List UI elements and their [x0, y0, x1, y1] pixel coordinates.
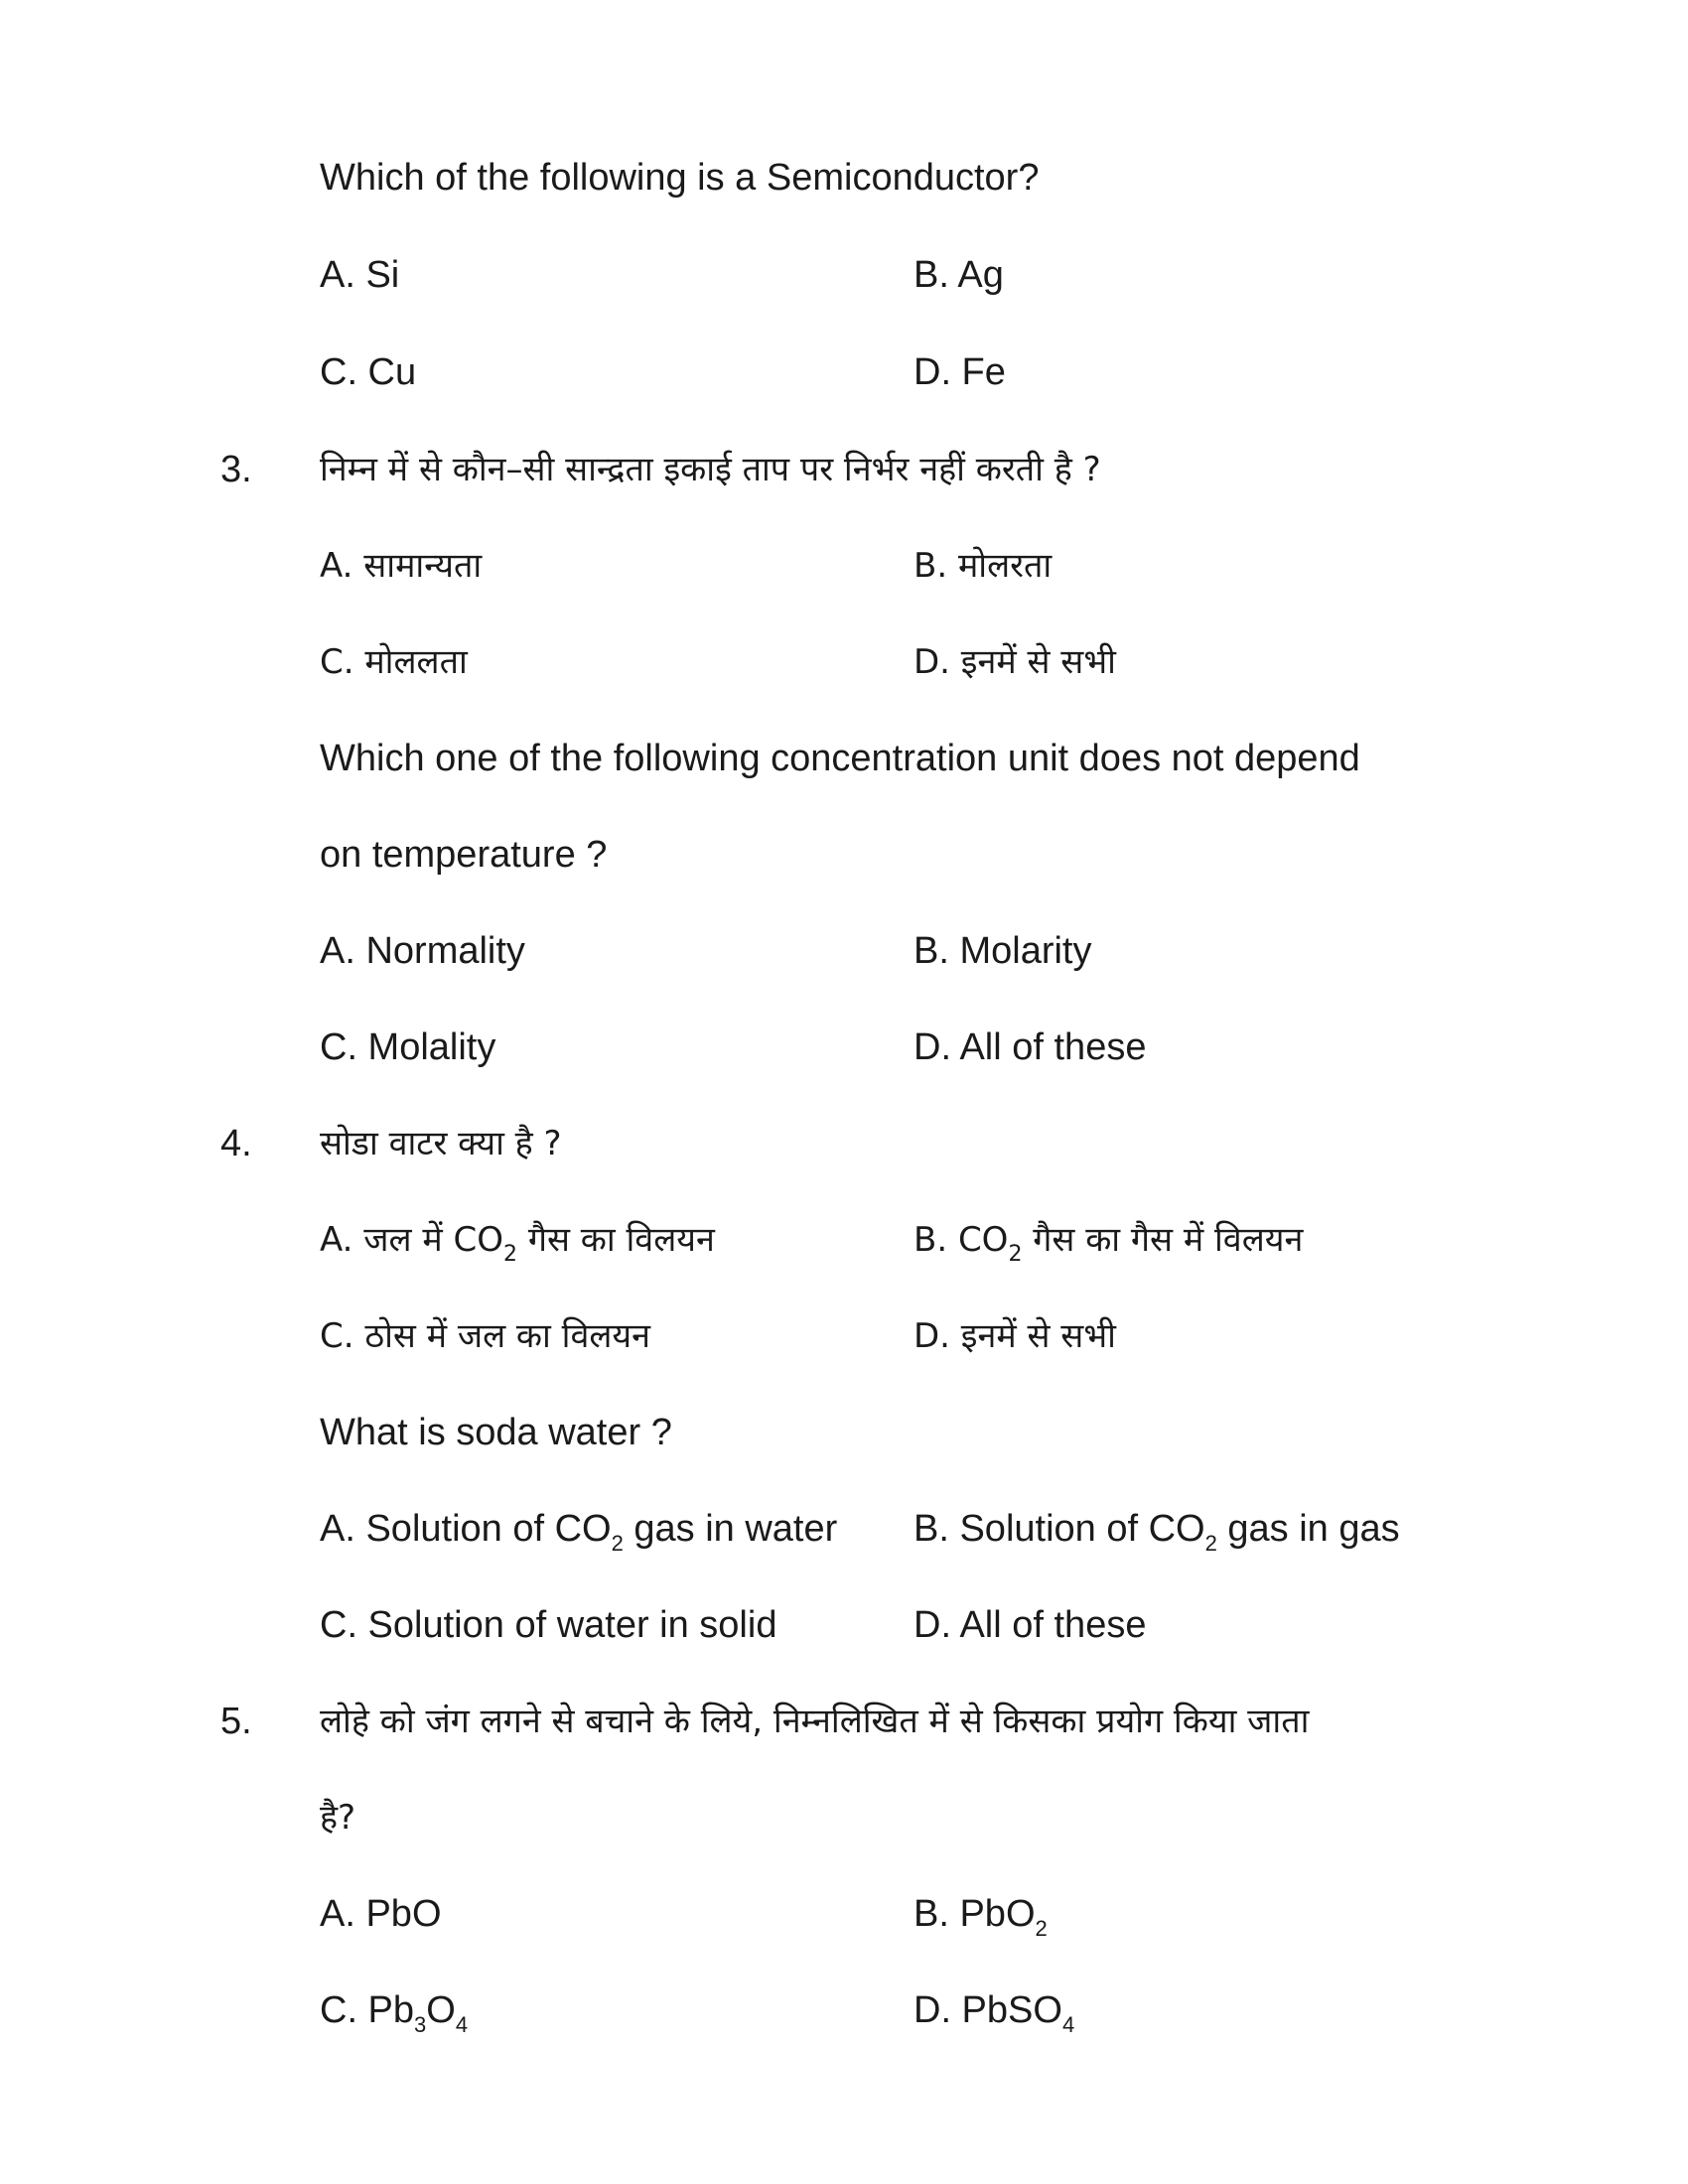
q5-option-c: C. $Pb_3O_4$	[320, 1989, 469, 2037]
q2-option-d: D. Fe	[914, 351, 1006, 393]
q4-option-c-hi: C. ठोस में जल का विलयन	[320, 1316, 651, 1356]
q3-number: 3.	[220, 449, 252, 490]
q3-option-d-hi: D. इनमें से सभी	[914, 642, 1116, 682]
q3-question-hi: निम्न में से कौन–सी सान्द्रता इकाई ताप पर निर्भर नहीं करती है ?	[320, 450, 1101, 489]
q4-option-d-en: D. All of these	[914, 1604, 1147, 1646]
q4-option-d-hi: D. इनमें से सभी	[914, 1316, 1116, 1356]
q2-option-c: C. Cu	[320, 351, 417, 393]
q5-option-a: A. PbO	[320, 1893, 442, 1935]
q2-question-en: Which of the following is a Semiconductor?	[320, 157, 1040, 199]
q5-number: 5.	[220, 1701, 252, 1742]
q2-option-a: A. Si	[320, 254, 400, 296]
q5-question-hi-line2: है?	[320, 1798, 356, 1838]
q2-option-b: B. Ag	[914, 254, 1004, 296]
q3-option-b-en: B. Molarity	[914, 930, 1092, 972]
q5-option-d: D. PbSO$_4$	[914, 1989, 1075, 2037]
q5-question-hi-line1: लोहे को जंग लगने से बचाने के लिये, निम्नलिखित में से किसका प्रयोग किया जाता	[320, 1702, 1310, 1741]
q3-option-a-en: A. Normality	[320, 930, 525, 972]
q3-question-en-line2: on temperature ?	[320, 834, 608, 876]
q3-option-c-hi: C. मोललता	[320, 642, 468, 682]
q4-option-a-hi: A. जल में $CO_2$ गैस का विलयन	[320, 1220, 715, 1267]
q5-option-b: B. PbO$_2$	[914, 1893, 1048, 1941]
q4-number: 4.	[220, 1123, 252, 1164]
q4-question-en: What is soda water ?	[320, 1412, 672, 1453]
q3-option-c-en: C. Molality	[320, 1026, 496, 1068]
q3-option-d-en: D. All of these	[914, 1026, 1147, 1068]
q4-option-b-hi: B. $CO_2$ गैस का गैस में विलयन	[914, 1220, 1304, 1267]
q4-option-a-en: A. Solution of $CO_2$ gas in water	[320, 1508, 838, 1556]
q4-option-c-en: C. Solution of water in solid	[320, 1604, 777, 1646]
q3-option-a-hi: A. सामान्यता	[320, 546, 483, 586]
q4-question-hi: सोडा वाटर क्या है ?	[320, 1124, 562, 1163]
q3-question-en-line1: Which one of the following concentration unit does not depend	[320, 738, 1360, 779]
q3-option-b-hi: B. मोलरता	[914, 546, 1053, 586]
q4-option-b-en: B. Solution of $CO_2$ gas in gas	[914, 1508, 1400, 1556]
